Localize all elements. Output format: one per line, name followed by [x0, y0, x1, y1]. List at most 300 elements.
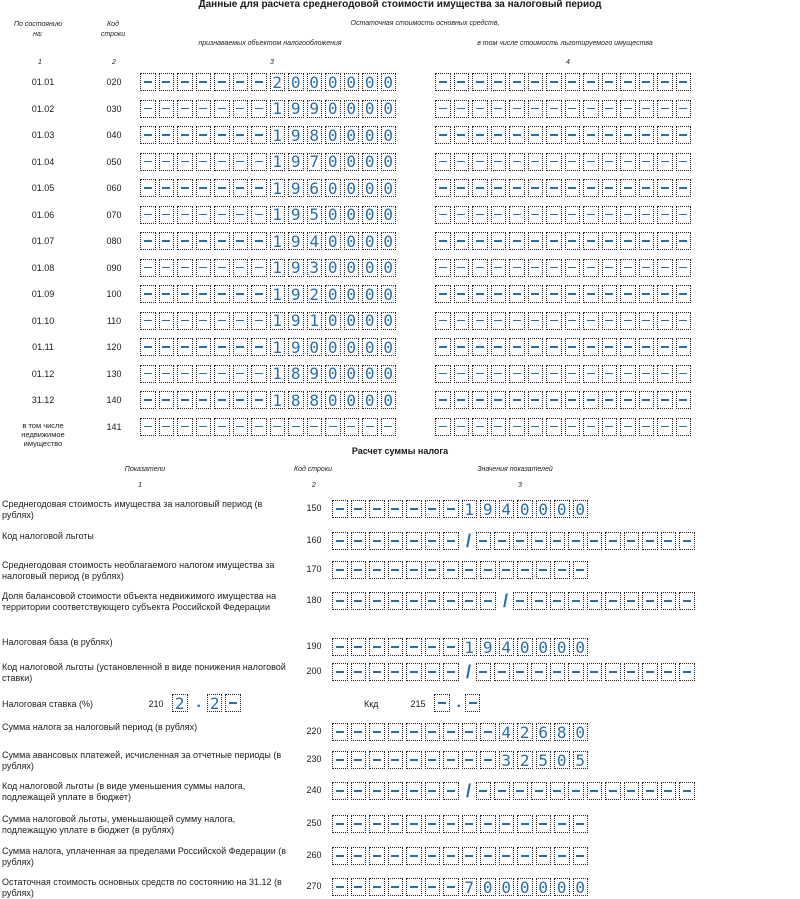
empty-cell[interactable]	[388, 782, 404, 800]
empty-cell[interactable]	[406, 878, 422, 896]
empty-cell[interactable]	[454, 391, 470, 409]
empty-cell[interactable]	[494, 663, 510, 681]
empty-cell[interactable]	[472, 391, 488, 409]
empty-cell[interactable]	[251, 206, 267, 224]
digit-cell[interactable]: 0	[325, 153, 341, 171]
empty-cell[interactable]	[602, 391, 618, 409]
empty-cell[interactable]	[233, 285, 249, 303]
empty-cell[interactable]	[233, 206, 249, 224]
empty-cell[interactable]	[406, 847, 422, 865]
empty-cell[interactable]	[140, 391, 156, 409]
empty-cell[interactable]	[425, 847, 441, 865]
empty-cell[interactable]	[602, 365, 618, 383]
empty-cell[interactable]	[657, 391, 673, 409]
value-field-col3[interactable]	[140, 312, 399, 330]
empty-cell[interactable]	[233, 73, 249, 91]
digit-cell[interactable]: 0	[325, 365, 341, 383]
empty-cell[interactable]	[196, 259, 212, 277]
empty-cell[interactable]	[583, 232, 599, 250]
digit-cell[interactable]: 0	[344, 73, 360, 91]
empty-cell[interactable]	[251, 179, 267, 197]
digit-cell[interactable]: 0	[381, 312, 397, 330]
empty-cell[interactable]	[509, 153, 525, 171]
empty-cell[interactable]	[565, 285, 581, 303]
empty-cell[interactable]	[657, 365, 673, 383]
digit-cell[interactable]: 0	[381, 206, 397, 224]
empty-cell[interactable]	[528, 365, 544, 383]
empty-cell[interactable]	[435, 365, 451, 383]
empty-cell[interactable]	[443, 592, 459, 610]
empty-cell[interactable]	[332, 782, 348, 800]
digit-cell[interactable]: 0	[517, 638, 533, 656]
empty-cell[interactable]	[679, 592, 695, 610]
empty-cell[interactable]	[676, 153, 692, 171]
empty-cell[interactable]	[605, 592, 621, 610]
empty-cell[interactable]	[177, 285, 193, 303]
empty-cell[interactable]	[480, 815, 496, 833]
empty-cell[interactable]	[454, 259, 470, 277]
kkd-cell[interactable]	[434, 694, 450, 712]
empty-cell[interactable]	[351, 751, 367, 769]
empty-cell[interactable]	[605, 663, 621, 681]
digit-cell[interactable]: 8	[307, 126, 323, 144]
digit-cell[interactable]: 9	[288, 206, 304, 224]
digit-cell[interactable]: 0	[362, 259, 378, 277]
digit-cell[interactable]: 8	[288, 365, 304, 383]
empty-cell[interactable]	[351, 878, 367, 896]
empty-cell[interactable]	[435, 153, 451, 171]
empty-cell[interactable]	[546, 365, 562, 383]
empty-cell[interactable]	[517, 561, 533, 579]
empty-cell[interactable]	[140, 365, 156, 383]
empty-cell[interactable]	[454, 126, 470, 144]
empty-cell[interactable]	[509, 179, 525, 197]
empty-cell[interactable]	[661, 592, 677, 610]
empty-cell[interactable]	[443, 878, 459, 896]
empty-cell[interactable]	[509, 418, 525, 436]
empty-cell[interactable]	[443, 663, 459, 681]
empty-cell[interactable]	[472, 206, 488, 224]
digit-cell[interactable]: 1	[270, 232, 286, 250]
empty-cell[interactable]	[476, 782, 492, 800]
value-field-col4[interactable]	[435, 391, 694, 409]
empty-cell[interactable]	[196, 232, 212, 250]
empty-cell[interactable]	[528, 259, 544, 277]
digit-cell[interactable]: 1	[270, 259, 286, 277]
empty-cell[interactable]	[388, 878, 404, 896]
empty-cell[interactable]	[443, 815, 459, 833]
empty-cell[interactable]	[233, 365, 249, 383]
empty-cell[interactable]	[454, 232, 470, 250]
empty-cell[interactable]	[406, 532, 422, 550]
value-field-col3[interactable]	[140, 100, 399, 118]
digit-cell[interactable]: 0	[325, 285, 341, 303]
empty-cell[interactable]	[583, 153, 599, 171]
empty-cell[interactable]	[140, 179, 156, 197]
empty-cell[interactable]	[159, 391, 175, 409]
digit-cell[interactable]: 0	[573, 878, 589, 896]
empty-cell[interactable]	[661, 663, 677, 681]
empty-cell[interactable]	[454, 312, 470, 330]
empty-cell[interactable]	[554, 815, 570, 833]
empty-cell[interactable]	[565, 100, 581, 118]
empty-cell[interactable]	[388, 592, 404, 610]
empty-cell[interactable]	[233, 232, 249, 250]
empty-cell[interactable]	[509, 259, 525, 277]
digit-cell[interactable]: 9	[288, 285, 304, 303]
empty-cell[interactable]	[425, 663, 441, 681]
empty-cell[interactable]	[480, 751, 496, 769]
value-field-col4[interactable]	[435, 365, 694, 383]
empty-cell[interactable]	[406, 782, 422, 800]
digit-cell[interactable]: 0	[325, 259, 341, 277]
empty-cell[interactable]	[196, 73, 212, 91]
empty-cell[interactable]	[425, 723, 441, 741]
digit-cell[interactable]: 1	[307, 312, 323, 330]
digit-cell[interactable]: 0	[517, 500, 533, 518]
empty-cell[interactable]	[550, 663, 566, 681]
value-field-col4[interactable]	[435, 232, 694, 250]
empty-cell[interactable]	[679, 532, 695, 550]
empty-cell[interactable]	[251, 126, 267, 144]
empty-cell[interactable]	[676, 338, 692, 356]
digit-cell[interactable]: 9	[288, 338, 304, 356]
empty-cell[interactable]	[565, 312, 581, 330]
digit-cell[interactable]: 0	[362, 338, 378, 356]
empty-cell[interactable]	[214, 285, 230, 303]
value-field-col3[interactable]	[140, 126, 399, 144]
empty-cell[interactable]	[624, 663, 640, 681]
digit-cell[interactable]: 8	[554, 723, 570, 741]
empty-cell[interactable]	[491, 418, 507, 436]
empty-cell[interactable]	[177, 312, 193, 330]
empty-cell[interactable]	[406, 638, 422, 656]
empty-cell[interactable]	[369, 815, 385, 833]
value-field[interactable]	[332, 878, 591, 896]
empty-cell[interactable]	[676, 365, 692, 383]
empty-cell[interactable]	[620, 259, 636, 277]
empty-cell[interactable]	[251, 365, 267, 383]
digit-cell[interactable]: 0	[325, 312, 341, 330]
empty-cell[interactable]	[472, 312, 488, 330]
rate-frac-cell[interactable]: 2	[207, 694, 223, 712]
empty-cell[interactable]	[214, 391, 230, 409]
empty-cell[interactable]	[251, 418, 267, 436]
empty-cell[interactable]	[369, 751, 385, 769]
empty-cell[interactable]	[443, 723, 459, 741]
empty-cell[interactable]	[602, 100, 618, 118]
empty-cell[interactable]	[472, 232, 488, 250]
empty-cell[interactable]	[454, 100, 470, 118]
digit-cell[interactable]: 1	[270, 153, 286, 171]
digit-cell[interactable]: 0	[536, 638, 552, 656]
digit-cell[interactable]: 9	[307, 365, 323, 383]
digit-cell[interactable]: 0	[362, 206, 378, 224]
empty-cell[interactable]	[639, 365, 655, 383]
empty-cell[interactable]	[587, 782, 603, 800]
digit-cell[interactable]: 1	[270, 365, 286, 383]
value-field-col4[interactable]	[435, 179, 694, 197]
empty-cell[interactable]	[472, 153, 488, 171]
empty-cell[interactable]	[565, 126, 581, 144]
digit-cell[interactable]: 1	[270, 338, 286, 356]
empty-cell[interactable]	[583, 391, 599, 409]
empty-cell[interactable]	[351, 782, 367, 800]
empty-cell[interactable]	[454, 338, 470, 356]
empty-cell[interactable]	[639, 285, 655, 303]
empty-cell[interactable]	[676, 391, 692, 409]
empty-cell[interactable]	[499, 815, 515, 833]
digit-cell[interactable]: 0	[362, 126, 378, 144]
empty-cell[interactable]	[159, 418, 175, 436]
empty-cell[interactable]	[406, 592, 422, 610]
empty-cell[interactable]	[605, 782, 621, 800]
digit-cell[interactable]: 0	[344, 232, 360, 250]
value-field-col3[interactable]	[140, 73, 399, 91]
empty-cell[interactable]	[565, 206, 581, 224]
empty-cell[interactable]	[251, 153, 267, 171]
empty-cell[interactable]	[565, 232, 581, 250]
digit-cell[interactable]: 4	[499, 638, 515, 656]
kkd-cell[interactable]	[465, 694, 481, 712]
empty-cell[interactable]	[509, 285, 525, 303]
digit-cell[interactable]: 0	[325, 338, 341, 356]
empty-cell[interactable]	[509, 312, 525, 330]
digit-cell[interactable]: 2	[517, 751, 533, 769]
empty-cell[interactable]	[639, 126, 655, 144]
empty-cell[interactable]	[528, 391, 544, 409]
empty-cell[interactable]	[602, 206, 618, 224]
empty-cell[interactable]	[546, 100, 562, 118]
empty-cell[interactable]	[159, 73, 175, 91]
empty-cell[interactable]	[676, 312, 692, 330]
empty-cell[interactable]	[517, 847, 533, 865]
digit-cell[interactable]: 7	[307, 153, 323, 171]
digit-cell[interactable]: 0	[362, 365, 378, 383]
empty-cell[interactable]	[369, 592, 385, 610]
empty-cell[interactable]	[676, 126, 692, 144]
empty-cell[interactable]	[332, 500, 348, 518]
empty-cell[interactable]	[443, 532, 459, 550]
digit-cell[interactable]: 0	[480, 878, 496, 896]
empty-cell[interactable]	[425, 751, 441, 769]
digit-cell[interactable]: 9	[288, 259, 304, 277]
digit-cell[interactable]: 9	[307, 100, 323, 118]
empty-cell[interactable]	[159, 365, 175, 383]
empty-cell[interactable]	[587, 592, 603, 610]
empty-cell[interactable]	[657, 153, 673, 171]
empty-cell[interactable]	[657, 418, 673, 436]
empty-cell[interactable]	[443, 500, 459, 518]
empty-cell[interactable]	[425, 561, 441, 579]
empty-cell[interactable]	[528, 312, 544, 330]
empty-cell[interactable]	[159, 126, 175, 144]
value-field-col3[interactable]	[140, 153, 399, 171]
digit-cell[interactable]: 0	[325, 179, 341, 197]
empty-cell[interactable]	[425, 592, 441, 610]
empty-cell[interactable]	[462, 815, 478, 833]
empty-cell[interactable]	[554, 561, 570, 579]
empty-cell[interactable]	[583, 418, 599, 436]
empty-cell[interactable]	[491, 100, 507, 118]
empty-cell[interactable]	[196, 365, 212, 383]
empty-cell[interactable]	[177, 73, 193, 91]
empty-cell[interactable]	[251, 285, 267, 303]
empty-cell[interactable]	[332, 751, 348, 769]
empty-cell[interactable]	[435, 259, 451, 277]
empty-cell[interactable]	[624, 592, 640, 610]
empty-cell[interactable]	[639, 338, 655, 356]
empty-cell[interactable]	[536, 561, 552, 579]
empty-cell[interactable]	[531, 663, 547, 681]
empty-cell[interactable]	[177, 365, 193, 383]
empty-cell[interactable]	[657, 100, 673, 118]
empty-cell[interactable]	[233, 391, 249, 409]
empty-cell[interactable]	[550, 782, 566, 800]
empty-cell[interactable]	[602, 418, 618, 436]
empty-cell[interactable]	[351, 561, 367, 579]
empty-cell[interactable]	[480, 561, 496, 579]
value-field-col4[interactable]	[435, 206, 694, 224]
empty-cell[interactable]	[546, 206, 562, 224]
digit-cell[interactable]: 0	[344, 126, 360, 144]
digit-cell[interactable]: 3	[499, 751, 515, 769]
empty-cell[interactable]	[602, 259, 618, 277]
empty-cell[interactable]	[528, 285, 544, 303]
empty-cell[interactable]	[140, 418, 156, 436]
digit-cell[interactable]: 0	[307, 73, 323, 91]
empty-cell[interactable]	[159, 285, 175, 303]
digit-cell[interactable]: 0	[344, 391, 360, 409]
empty-cell[interactable]	[620, 391, 636, 409]
value-field-col3[interactable]	[140, 232, 399, 250]
empty-cell[interactable]	[472, 285, 488, 303]
empty-cell[interactable]	[140, 312, 156, 330]
empty-cell[interactable]	[159, 259, 175, 277]
empty-cell[interactable]	[565, 365, 581, 383]
empty-cell[interactable]	[554, 847, 570, 865]
empty-cell[interactable]	[565, 153, 581, 171]
empty-cell[interactable]	[676, 232, 692, 250]
empty-cell[interactable]	[620, 365, 636, 383]
digit-cell[interactable]: 0	[554, 500, 570, 518]
empty-cell[interactable]	[369, 561, 385, 579]
digit-cell[interactable]: 5	[536, 751, 552, 769]
empty-cell[interactable]	[476, 532, 492, 550]
digit-cell[interactable]: 4	[499, 500, 515, 518]
empty-cell[interactable]	[546, 418, 562, 436]
empty-cell[interactable]	[661, 532, 677, 550]
empty-cell[interactable]	[406, 663, 422, 681]
empty-cell[interactable]	[251, 232, 267, 250]
digit-cell[interactable]: 0	[554, 878, 570, 896]
empty-cell[interactable]	[639, 259, 655, 277]
empty-cell[interactable]	[196, 391, 212, 409]
empty-cell[interactable]	[344, 418, 360, 436]
empty-cell[interactable]	[620, 312, 636, 330]
empty-cell[interactable]	[425, 878, 441, 896]
digit-cell[interactable]: 0	[362, 391, 378, 409]
empty-cell[interactable]	[435, 391, 451, 409]
empty-cell[interactable]	[351, 592, 367, 610]
digit-cell[interactable]: 0	[381, 73, 397, 91]
digit-cell[interactable]: 9	[480, 500, 496, 518]
empty-cell[interactable]	[676, 179, 692, 197]
empty-cell[interactable]	[214, 232, 230, 250]
value-field[interactable]	[332, 782, 698, 800]
value-field[interactable]	[332, 751, 591, 769]
empty-cell[interactable]	[196, 418, 212, 436]
empty-cell[interactable]	[140, 285, 156, 303]
empty-cell[interactable]	[639, 312, 655, 330]
empty-cell[interactable]	[233, 153, 249, 171]
empty-cell[interactable]	[657, 338, 673, 356]
empty-cell[interactable]	[491, 179, 507, 197]
kkd-field[interactable]: .	[434, 694, 483, 712]
empty-cell[interactable]	[177, 126, 193, 144]
empty-cell[interactable]	[332, 847, 348, 865]
empty-cell[interactable]	[676, 100, 692, 118]
empty-cell[interactable]	[159, 206, 175, 224]
empty-cell[interactable]	[620, 338, 636, 356]
empty-cell[interactable]	[602, 338, 618, 356]
digit-cell[interactable]: 0	[362, 232, 378, 250]
empty-cell[interactable]	[583, 206, 599, 224]
empty-cell[interactable]	[351, 723, 367, 741]
empty-cell[interactable]	[472, 73, 488, 91]
empty-cell[interactable]	[528, 179, 544, 197]
empty-cell[interactable]	[214, 312, 230, 330]
empty-cell[interactable]	[491, 73, 507, 91]
digit-cell[interactable]: 0	[344, 206, 360, 224]
empty-cell[interactable]	[388, 751, 404, 769]
empty-cell[interactable]	[435, 232, 451, 250]
empty-cell[interactable]	[351, 500, 367, 518]
empty-cell[interactable]	[388, 815, 404, 833]
value-field[interactable]	[332, 663, 698, 681]
empty-cell[interactable]	[454, 418, 470, 436]
empty-cell[interactable]	[661, 782, 677, 800]
empty-cell[interactable]	[196, 312, 212, 330]
empty-cell[interactable]	[517, 815, 533, 833]
empty-cell[interactable]	[369, 663, 385, 681]
empty-cell[interactable]	[676, 206, 692, 224]
empty-cell[interactable]	[480, 592, 496, 610]
digit-cell[interactable]: 0	[362, 179, 378, 197]
empty-cell[interactable]	[509, 232, 525, 250]
empty-cell[interactable]	[351, 663, 367, 681]
empty-cell[interactable]	[159, 100, 175, 118]
empty-cell[interactable]	[443, 561, 459, 579]
empty-cell[interactable]	[196, 153, 212, 171]
digit-cell[interactable]: 9	[288, 126, 304, 144]
empty-cell[interactable]	[620, 73, 636, 91]
empty-cell[interactable]	[491, 312, 507, 330]
empty-cell[interactable]	[546, 259, 562, 277]
empty-cell[interactable]	[620, 232, 636, 250]
empty-cell[interactable]	[491, 285, 507, 303]
empty-cell[interactable]	[251, 338, 267, 356]
empty-cell[interactable]	[657, 259, 673, 277]
empty-cell[interactable]	[602, 126, 618, 144]
empty-cell[interactable]	[214, 259, 230, 277]
digit-cell[interactable]: 5	[573, 751, 589, 769]
empty-cell[interactable]	[454, 206, 470, 224]
empty-cell[interactable]	[480, 847, 496, 865]
empty-cell[interactable]	[177, 153, 193, 171]
empty-cell[interactable]	[196, 285, 212, 303]
value-field-col4[interactable]	[435, 153, 694, 171]
